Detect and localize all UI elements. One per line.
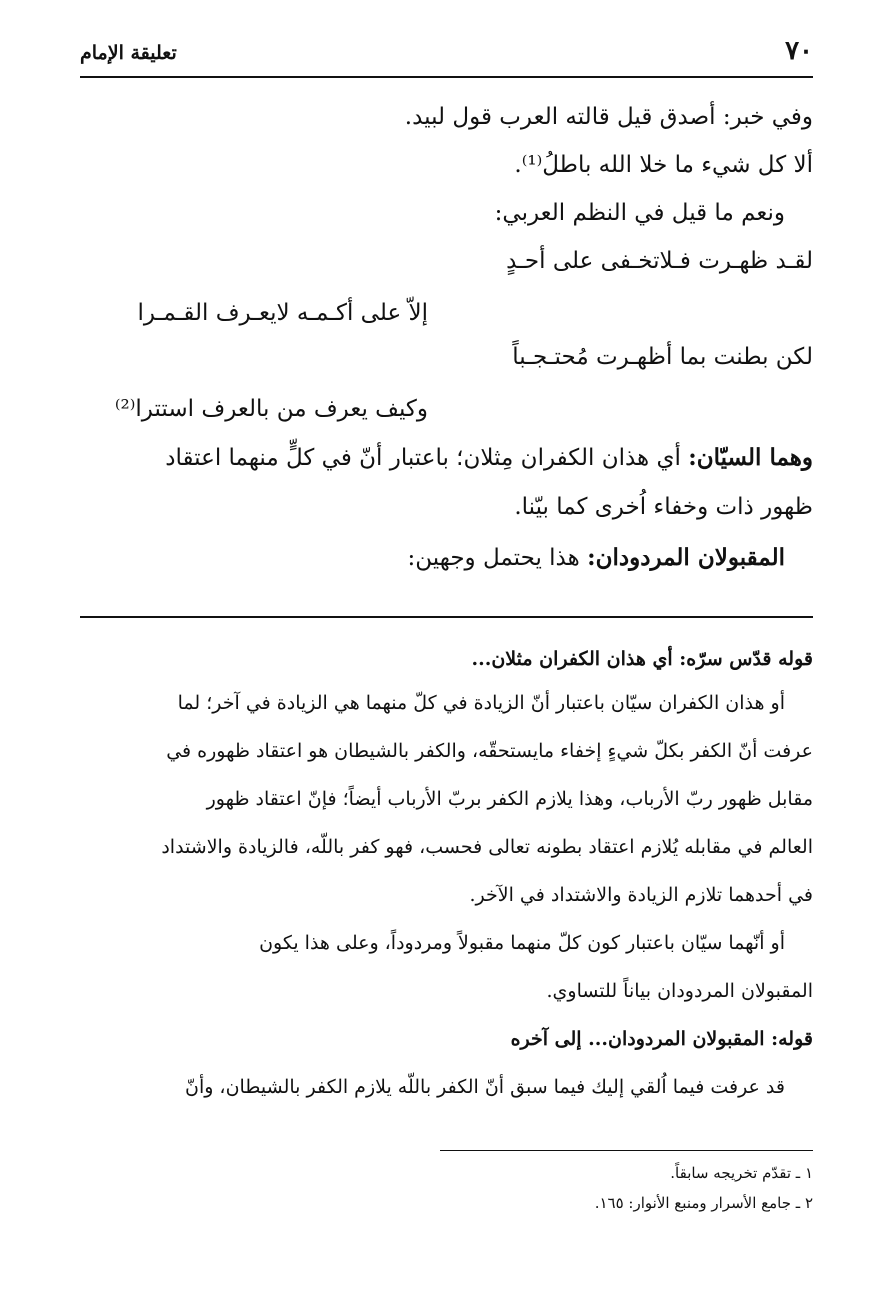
footnote: ١ ـ تقدّم تخريجه سابقاً. xyxy=(670,1164,813,1182)
verse-hemistich: إلاّ على أكـمـه لايعـرف القـمـرا xyxy=(137,300,428,326)
term-explanation: أي هذان الكفران مِثلان؛ باعتبار أنّ في كلٍّ منهما اعتقاد xyxy=(165,445,689,471)
verse-hemistich: وكيف يعرف من بالعرف استترا⁽²⁾ xyxy=(114,396,428,422)
commentary-line: قد عرفت فيما اُلقي إليك فيما سبق أنّ الكفر باللّه يلازم الكفر بالشيطان، وأنّ xyxy=(184,1076,785,1098)
commentary-line: عرفت أنّ الكفر بكلّ شيءٍ إخفاء مايستحقّه، والكفر بالشيطان هو اعتقاد ظهوره في xyxy=(166,740,813,762)
main-text-line xyxy=(165,444,813,471)
commentary-line: مقابل ظهور ربّ الأرباب، وهذا يلازم الكفر بربّ الأرباب أيضاً؛ فإنّ اعتقاد ظهور xyxy=(206,788,813,810)
commentary-line: أو هذان الكفران سيّان باعتبار أنّ الزيادة في كلّ منهما هي الزيادة في آخر؛ لما xyxy=(177,692,785,714)
commentary-line: أو أنّهما سيّان باعتبار كون كلّ منهما مقبولاً ومردوداً، وعلى هذا يكون xyxy=(259,932,785,954)
section-divider xyxy=(80,616,813,618)
main-text-line: ونعم ما قيل في النظم العربي: xyxy=(494,200,785,226)
verse-hemistich: لقـد ظهـرت فـلاتخـفى على أحـدٍ xyxy=(506,248,813,274)
main-text-line: وفي خبر: أصدق قيل قالته العرب قول لبيد. xyxy=(404,104,813,130)
term-explanation: هذا يحتمل وجهين: xyxy=(407,545,588,571)
footnote: ٢ ـ جامع الأسرار ومنبع الأنوار: ١٦٥. xyxy=(594,1194,813,1212)
term-heading: وهما السيّان: xyxy=(688,444,813,471)
commentary-line: العالم في مقابله يُلازم اعتقاد بطونه تعالى فحسب، فهو كفر باللّه، فالزيادة والاشتداد xyxy=(161,836,813,858)
commentary-heading: قوله قدّس سرّه: أي هذان الكفران مثلان... xyxy=(471,648,813,670)
commentary-heading: قوله: المقبولان المردودان... إلى آخره xyxy=(510,1028,813,1050)
page-number: ٧٠ xyxy=(785,36,813,66)
main-text-line xyxy=(408,544,785,571)
page-header xyxy=(80,36,813,78)
commentary-line: في أحدهما تلازم الزيادة والاشتداد في الآخر. xyxy=(469,884,813,906)
verse-quote-line: ألا كل شيء ما خلا الله باطلُ⁽¹⁾. xyxy=(514,152,813,178)
verse-hemistich: لكن بطنت بما أظهـرت مُحتـجـباً xyxy=(512,344,813,370)
footnote-rule xyxy=(440,1150,813,1151)
main-text-line: ظهور ذات وخفاء اُخرى كما بيّنا. xyxy=(514,494,813,520)
commentary-line: المقبولان المردودان بياناً للتساوي. xyxy=(546,980,813,1002)
running-title: تعليقة الإمام xyxy=(80,42,177,64)
term-heading: المقبولان المردودان: xyxy=(587,544,785,571)
